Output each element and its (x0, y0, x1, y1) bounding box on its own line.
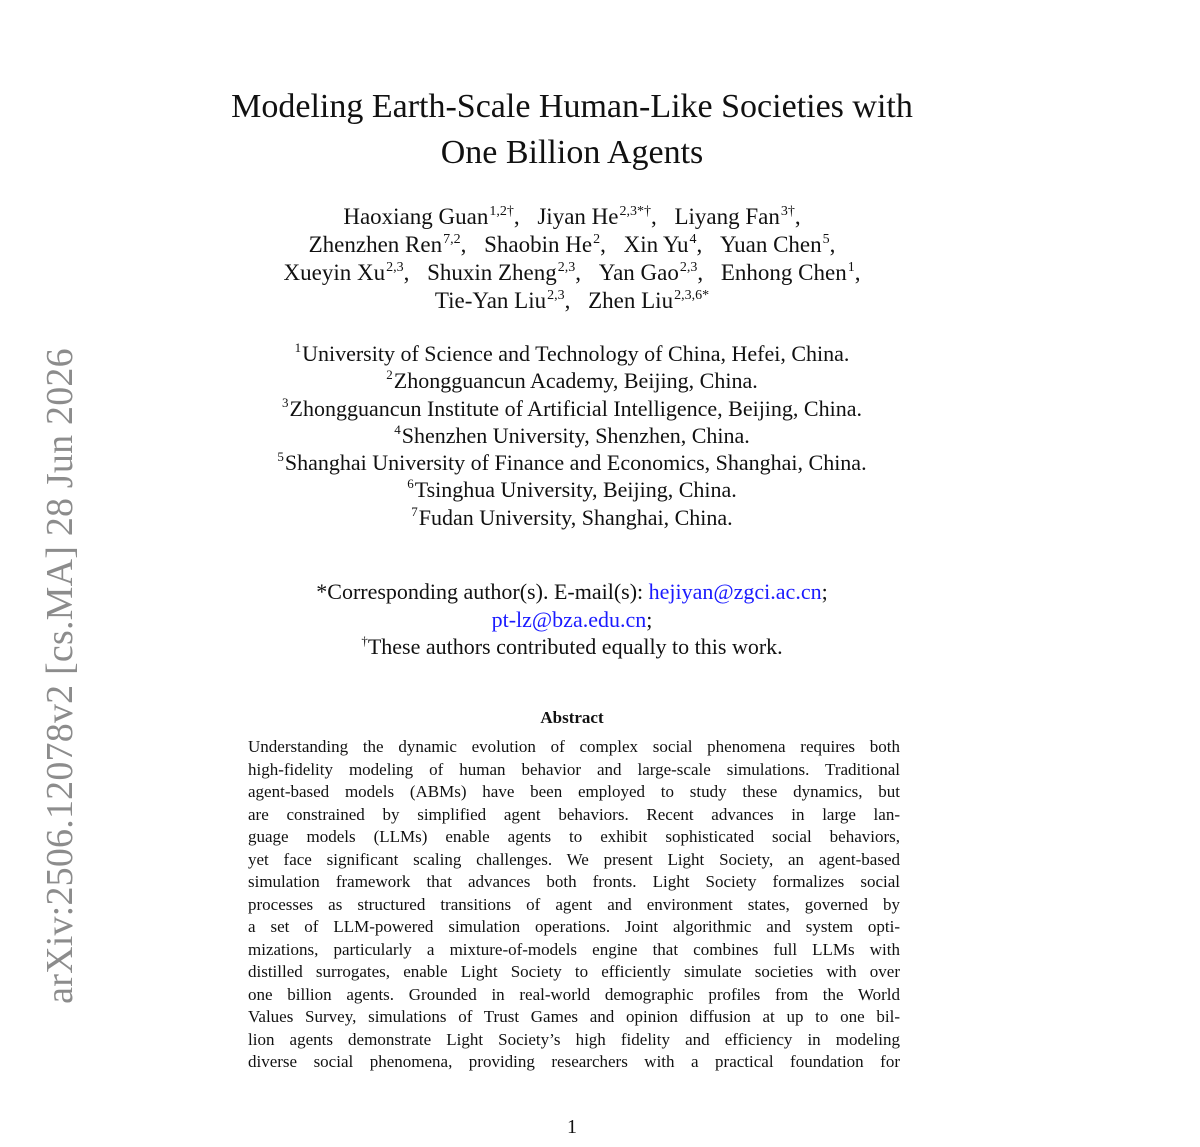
author-affiliation-marks: 2 (593, 232, 601, 247)
author-separator: , (600, 232, 606, 257)
author-affiliation-marks: 7,2 (443, 232, 461, 247)
corresponding-author-line (172, 578, 972, 606)
abstract-line: distilled surrogates, enable Light Society to efficiently simulate societies with over (248, 962, 900, 981)
author (588, 288, 709, 313)
author-separator: , (854, 260, 861, 285)
email-link-pt-lz[interactable]: pt-lz@bza.edu.cn (491, 606, 647, 632)
affiliation-text: Fudan University, Shanghai, China. (418, 504, 733, 530)
correspondence-block (172, 578, 972, 661)
author (721, 260, 861, 285)
abstract-line: Understanding the dynamic evolution of complex social phenomena requires both (248, 737, 900, 756)
abstract-line: Values Survey, simulations of Trust Games and opinion diffusion at up to one bil- (248, 1007, 900, 1026)
author (343, 204, 519, 229)
author-name: Liyang Fan (674, 204, 780, 229)
author-name: Xueyin Xu (283, 260, 386, 285)
affiliation (172, 367, 972, 394)
author-name: Enhong Chen (720, 260, 847, 285)
author (435, 288, 570, 313)
abstract-line: guage models (LLMs) enable agents to exhibit sophisticated social behaviors, (248, 827, 900, 846)
author (624, 232, 703, 257)
author-name: Xin Yu (623, 232, 689, 257)
author-line-2 (172, 231, 972, 259)
title-line-2: One Billion Agents (440, 134, 704, 171)
abstract-line: are constrained by simplified agent behaviors. Recent advances in large lan- (248, 804, 900, 824)
author-separator: , (829, 232, 836, 257)
email-separator: ; (821, 579, 828, 604)
author-separator: , (564, 288, 571, 313)
author (537, 204, 656, 229)
author-affiliation-marks: 4 (689, 232, 697, 247)
email-link-hejiyan[interactable]: hejiyan@zgci.ac.cn (648, 579, 822, 604)
affiliation (172, 476, 972, 503)
abstract-line: yet face significant scaling challenges. We present Light Society, an agent-based (248, 849, 900, 869)
abstract-line: lion agents demonstrate Light Society’s high fidelity and efficiency in modeling (248, 1029, 900, 1049)
abstract-line: a set of LLM-powered simulation operations. Joint algorithmic and system opti- (248, 917, 900, 936)
author-separator: , (403, 260, 410, 285)
author (674, 204, 800, 229)
affiliation-number: 6 (407, 476, 414, 492)
affiliation-text: Tsinghua University, Beijing, China. (414, 477, 737, 503)
abstract-line: mizations, particularly a mixture-of-models engine that combines full LLMs with (248, 939, 900, 959)
paper-title (172, 84, 972, 176)
abstract-heading: Abstract (540, 708, 604, 727)
author-affiliation-marks: 1,2† (489, 204, 514, 219)
affiliation (172, 340, 972, 367)
affiliation-text: Shanghai University of Finance and Economics, Shanghai, China. (284, 450, 867, 476)
author-affiliation-marks: 2,3 (547, 288, 565, 303)
title-line-1: Modeling Earth-Scale Human-Like Societies with (231, 88, 913, 125)
author-name: Haoxiang Guan (343, 204, 489, 229)
author-affiliation-marks: 5 (822, 232, 830, 247)
author (427, 260, 581, 285)
author-affiliation-marks: 2,3,6* (674, 288, 710, 303)
dagger-mark: † (361, 633, 368, 648)
author-separator: , (794, 204, 801, 229)
equal-contribution-line (172, 633, 972, 661)
author-name: Tie-Yan Liu (434, 288, 547, 313)
author (720, 232, 835, 257)
affiliation (172, 504, 972, 531)
author-name: Yan Gao (598, 260, 679, 285)
arxiv-identifier-stamp: arXiv:2506.12078v2 [cs.MA] 28 Jun 2026 (39, 348, 81, 1004)
author-line-3 (172, 259, 972, 287)
author-separator: , (650, 204, 657, 229)
corresponding-prefix: *Corresponding author(s). E-mail(s): (316, 579, 649, 604)
author-line-4 (172, 287, 972, 315)
page-number: 1 (567, 1116, 577, 1138)
abstract-line: simulation framework that advances both fronts. Light Society formalizes social (248, 872, 900, 891)
affiliation-text: Shenzhen University, Shenzhen, China. (401, 422, 750, 448)
author-affiliation-marks: 2,3 (679, 260, 698, 275)
affiliation-number: 7 (411, 503, 418, 519)
affiliation-number: 5 (277, 449, 284, 465)
second-email-line (172, 606, 972, 634)
author-name: Zhen Liu (588, 288, 674, 313)
author-name: Jiyan He (537, 204, 619, 229)
author (309, 232, 467, 257)
affiliation (172, 449, 972, 476)
author-separator: , (460, 232, 467, 257)
author-name: Zhenzhen Ren (308, 232, 443, 257)
affiliation-number: 4 (394, 421, 401, 437)
abstract-line: high-fidelity modeling of human behavior and large-scale simulations. Traditional (248, 759, 900, 779)
author-line-1 (172, 203, 972, 231)
abstract-line: one billion agents. Grounded in real-world demographic profiles from the World (248, 984, 900, 1004)
abstract-body (248, 736, 900, 1074)
author-affiliation-marks: 2,3*† (619, 204, 651, 219)
author (484, 232, 606, 257)
affiliation-text: Zhongguancun Academy, Beijing, China. (393, 368, 758, 394)
abstract-line: diverse social phenomena, providing researchers with a practical foundation for (248, 1052, 900, 1071)
author-separator: , (513, 204, 520, 229)
author-name: Shaobin He (484, 232, 593, 257)
author (284, 260, 410, 285)
author-name: Shuxin Zheng (427, 260, 557, 285)
author-affiliation-marks: 2,3 (557, 260, 576, 275)
author-list (172, 203, 972, 315)
author (599, 260, 703, 285)
affiliation (172, 422, 972, 449)
affiliation-text: University of Science and Technology of China, Hefei, China. (302, 341, 850, 366)
equal-contribution-text: These authors contributed equally to this work. (367, 634, 783, 659)
affiliation (172, 395, 972, 422)
author-separator: , (697, 260, 704, 285)
author-name: Yuan Chen (720, 232, 822, 257)
affiliation-list (172, 340, 972, 531)
author-affiliation-marks: 3† (780, 204, 795, 219)
author-separator: , (696, 232, 703, 257)
author-affiliation-marks: 2,3 (386, 260, 404, 275)
email-separator: ; (646, 606, 653, 632)
affiliation-text: Zhongguancun Institute of Artificial Intelligence, Beijing, China. (289, 395, 862, 421)
affiliation-number: 2 (386, 367, 393, 383)
abstract-line: agent-based models (ABMs) have been employed to study these dynamics, but (248, 782, 900, 801)
author-separator: , (575, 260, 582, 285)
affiliation-number: 3 (282, 394, 289, 410)
affiliation-number: 1 (294, 340, 302, 355)
abstract-line: processes as structured transitions of agent and environment states, governed by (248, 894, 900, 914)
author-affiliation-marks: 1 (847, 260, 855, 275)
